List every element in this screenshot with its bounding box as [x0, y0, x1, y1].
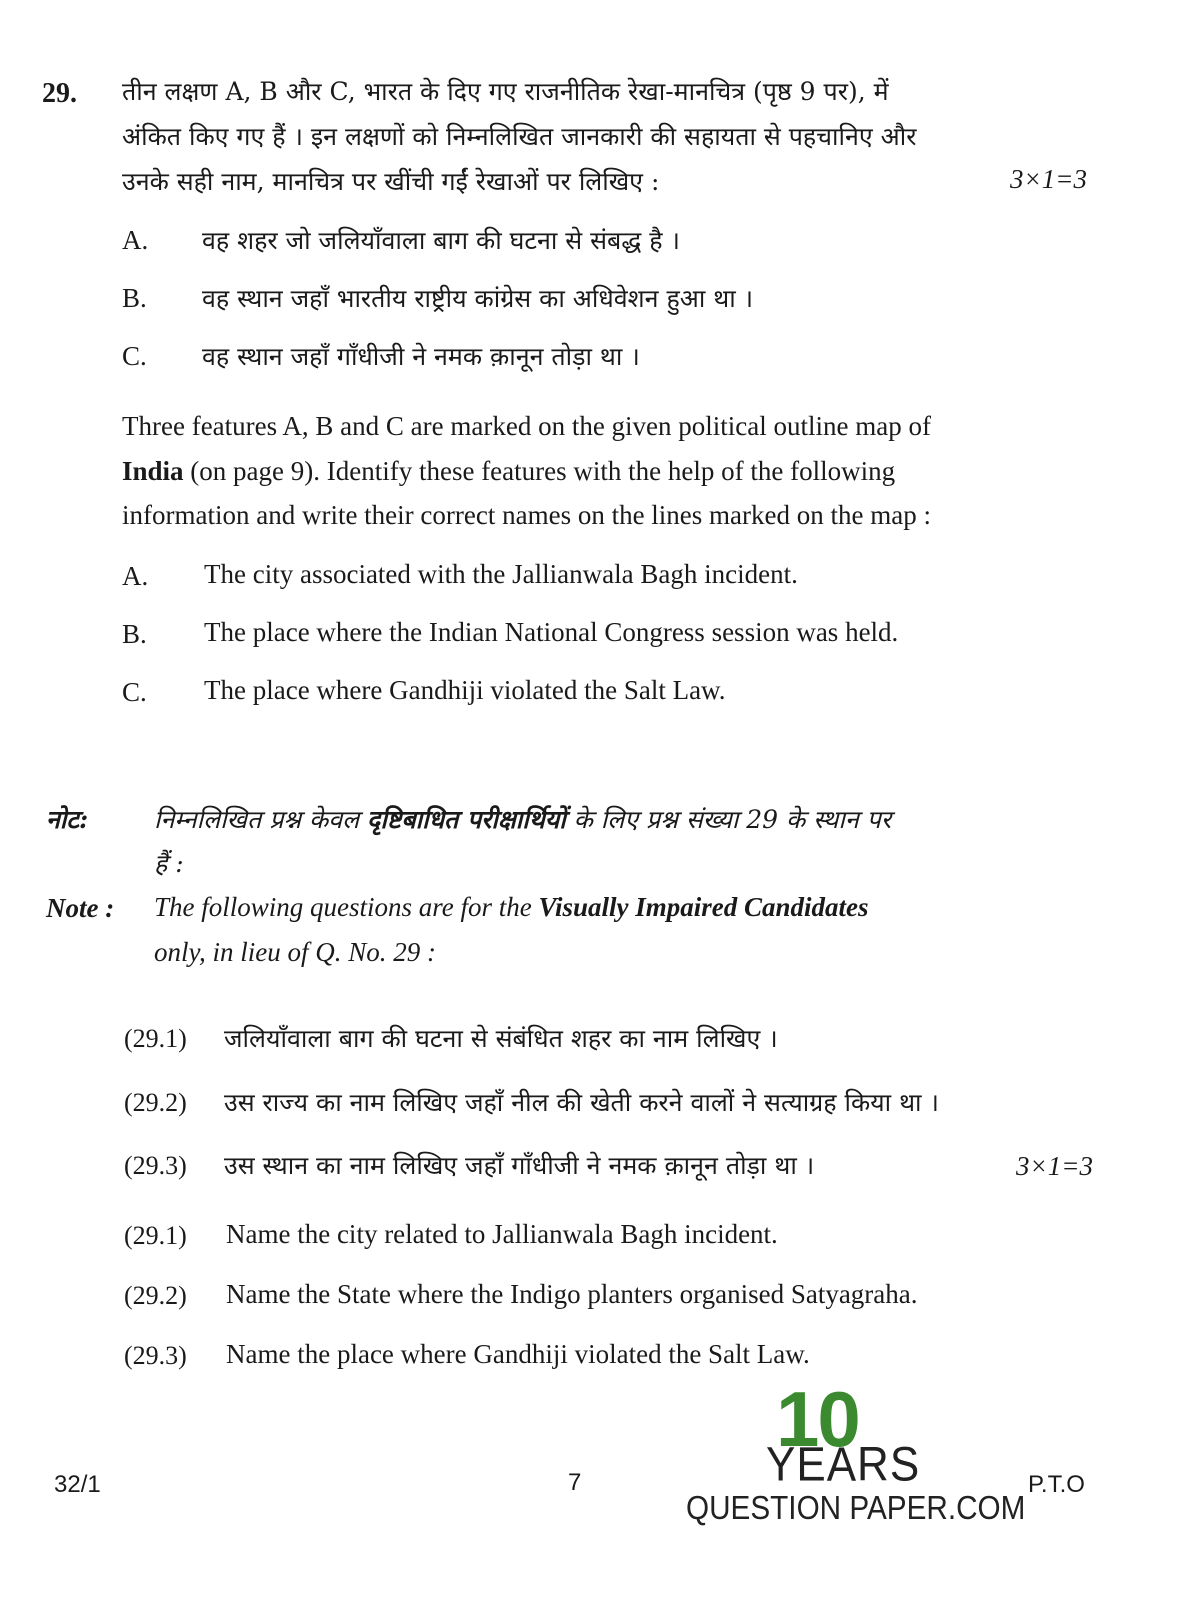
sub-q-english-1-text: Name the city related to Jallianwala Bagh incident.	[226, 1219, 778, 1249]
hindi-item-c-label: C.	[122, 341, 147, 371]
sub-q-english-3-text: Name the place where Gandhiji violated the Salt Law.	[226, 1339, 810, 1369]
english-item-b-label: B.	[122, 619, 147, 649]
question-english-line-2-rest: (on page 9). Identify these features with the help of the following	[183, 456, 896, 486]
question-hindi-line-3: उनके सही नाम, मानचित्र पर खींची गईं रेखाओं पर लिखिए :	[122, 167, 660, 196]
english-item-c-text: The place where Gandhiji violated the Salt Law.	[204, 675, 726, 705]
watermark-logo-number: 10	[776, 1375, 859, 1463]
note-hindi-line-1-pre: निम्नलिखित प्रश्न केवल	[154, 805, 368, 834]
english-item-a-text: The city associated with the Jallianwala Bagh incident.	[204, 559, 798, 589]
sub-q-hindi-2-num: (29.2)	[124, 1088, 187, 1117]
english-item-b-text: The place where the Indian National Congress session was held.	[204, 617, 899, 647]
sub-q-hindi-1-text: जलियाँवाला बाग की घटना से संबंधित शहर का नाम लिखिए ।	[224, 1024, 778, 1053]
question-english-line-1: Three features A, B and C are marked on the given political outline map of	[122, 411, 931, 441]
question-english-india-bold: India	[122, 456, 184, 486]
question-english-line-2	[122, 456, 895, 487]
note-english-line-2: only, in lieu of Q. No. 29 :	[154, 937, 436, 967]
question-english-line-3: information and write their correct names on the lines marked on the map :	[122, 500, 931, 530]
question-hindi-line-1: तीन लक्षण A, B और C, भारत के दिए गए राजनीतिक रेखा-मानचित्र (पृष्ठ 9 पर), में	[122, 77, 889, 106]
watermark-logo-years: YEARS	[766, 1437, 921, 1492]
note-english-line-1	[154, 892, 869, 923]
note-hindi-line-1	[154, 802, 891, 836]
question-marks: 3×1=3	[1010, 164, 1087, 194]
pto-text: P.T.O	[1028, 1471, 1085, 1498]
sub-q-hindi-3-num: (29.3)	[124, 1151, 187, 1180]
note-hindi-label: नोट:	[46, 805, 89, 834]
question-number: 29.	[42, 78, 77, 109]
hindi-item-c-text: वह स्थान जहाँ गाँधीजी ने नमक क़ानून तोड़ा था ।	[202, 342, 640, 371]
paper-code: 32/1	[54, 1471, 101, 1498]
sub-q-hindi-2-text: उस राज्य का नाम लिखिए जहाँ नील की खेती करने वालों ने सत्याग्रह किया था ।	[224, 1088, 939, 1117]
hindi-item-a-label: A.	[122, 225, 149, 255]
note-hindi-line-2: हैं :	[154, 849, 184, 878]
page-number: 7	[568, 1469, 582, 1496]
hindi-item-b-text: वह स्थान जहाँ भारतीय राष्ट्रीय कांग्रेस का अधिवेशन हुआ था ।	[202, 284, 754, 313]
note-english-line-1-pre: The following questions are for the	[154, 892, 539, 922]
sub-q-english-2-text: Name the State where the Indigo planters organised Satyagraha.	[226, 1279, 918, 1309]
sub-q-english-1-num: (29.1)	[124, 1221, 187, 1250]
note-english-emphasis: Visually Impaired Candidates	[538, 892, 869, 922]
hindi-item-a-text: वह शहर जो जलियाँवाला बाग की घटना से संबद्ध है ।	[202, 226, 680, 255]
sub-questions-marks: 3×1=3	[1016, 1151, 1093, 1181]
sub-q-english-2-num: (29.2)	[124, 1281, 187, 1310]
sub-q-english-3-num: (29.3)	[124, 1341, 187, 1370]
question-hindi-line-2: अंकित किए गए हैं । इन लक्षणों को निम्नलिखित जानकारी की सहायता से पहचानिए और	[122, 122, 917, 151]
note-hindi-line-1-post: के लिए प्रश्न संख्या 29 के स्थान पर	[565, 805, 892, 834]
english-item-c-label: C.	[122, 677, 147, 707]
sub-q-hindi-3-text: उस स्थान का नाम लिखिए जहाँ गाँधीजी ने नमक क़ानून तोड़ा था ।	[224, 1151, 815, 1180]
note-hindi-emphasis: दृष्टिबाधित परीक्षार्थियों	[367, 805, 566, 834]
sub-q-hindi-1-num: (29.1)	[124, 1024, 187, 1053]
hindi-item-b-label: B.	[122, 283, 147, 313]
note-english-label: Note :	[46, 893, 115, 923]
english-item-a-label: A.	[122, 561, 149, 591]
watermark-logo-site: QUESTION PAPER.COM	[686, 1489, 1026, 1526]
